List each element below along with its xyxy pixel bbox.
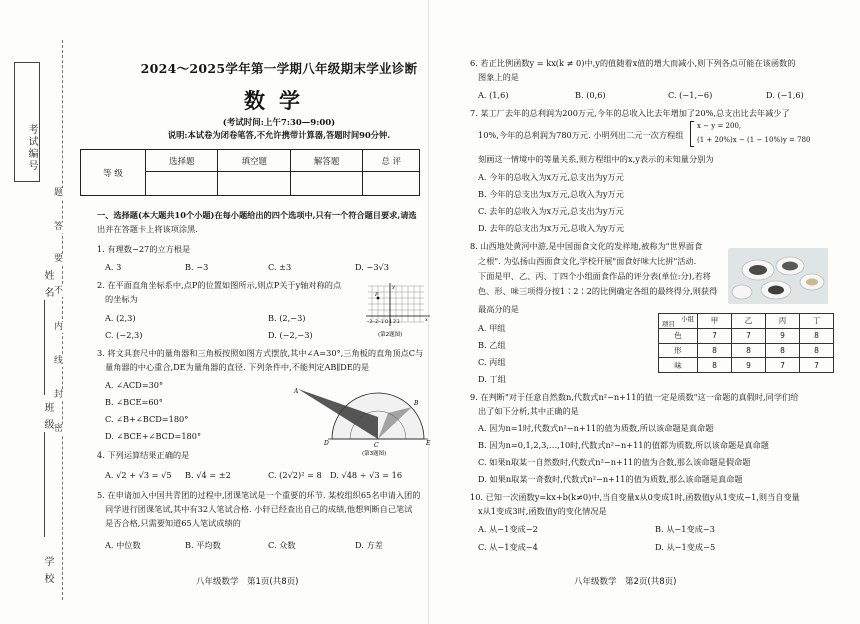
score-value: 9 xyxy=(732,358,766,373)
score-col-header: 总 评 xyxy=(363,150,420,172)
q9-stem: 9. 在判断"对于任意自然数n,代数式n²−n+11的值一定是质数"这一命题的真假时,同学们给 xyxy=(470,392,799,402)
score-row-label: 等 级 xyxy=(81,150,146,196)
q5-option-d[interactable]: D. 方差 xyxy=(355,540,383,550)
q1-stem: 1. 有理数−27的立方根是 xyxy=(97,244,191,254)
q2-option-d[interactable]: D. (−2,−3) xyxy=(268,330,313,340)
score-col-header: 选择题 xyxy=(146,150,218,172)
item-label: 形 xyxy=(659,343,698,358)
name-label: 姓 名 xyxy=(42,270,53,300)
q10-option-a[interactable]: A. 从−1变成−2 xyxy=(478,524,538,534)
q4-option-b[interactable]: B. √4 = ±2 xyxy=(185,470,231,480)
seal-char: 封 xyxy=(54,390,64,400)
exam-note: 说明:本试卷为闭卷笔答,不允许携带计算器,答题时间90分钟. xyxy=(167,130,391,140)
q10-option-d[interactable]: D. 从−1变成−5 xyxy=(655,542,716,552)
section-heading-cont: 出并在答题卡上将该项涂黑. xyxy=(97,224,198,234)
q8-score-table xyxy=(658,313,834,373)
q8-stem-cont: 之根". 为弘扬山西面食文化,学校开展"面食好味大比拼"活动. xyxy=(478,256,697,266)
seal-dashed-line xyxy=(62,40,63,600)
svg-text:y: y xyxy=(392,284,395,290)
score-value: 8 xyxy=(732,343,766,358)
score-value: 8 xyxy=(766,343,800,358)
q10-stem-cont: x从1变成3时,函数值y的变化情况是 xyxy=(478,506,607,516)
q5-stem: 5. 在申请加入中国共青团的过程中,团课笔试是一个重要的环节. 某校组织65名申请入团的 xyxy=(97,490,421,500)
q2-option-c[interactable]: C. (−2,3) xyxy=(105,330,143,340)
table-corner-top: 小组 xyxy=(681,315,694,323)
q5-stem-cont2: 是否合格,只需要知道65人笔试成绩的 xyxy=(105,518,241,528)
q5-option-b[interactable]: B. 平均数 xyxy=(185,540,221,550)
q5-stem-cont: 同学进行团课笔试,其中有32人笔试合格. 小轩已经查出自己的成绩,他想判断自己笔试 xyxy=(105,504,413,514)
score-value: 8 xyxy=(800,343,834,358)
q9-option-a[interactable]: A. 因为n=1时,代数式n²−n+11的值为质数,所以该命题是真命题 xyxy=(478,423,714,433)
score-col-header: 解答题 xyxy=(290,150,362,172)
q6-stem: 6. 若正比例函数y = kx(k ≠ 0)中,y的值随着x值的增大而减小,则下列各点可能在该函数的 xyxy=(470,58,796,68)
seal-char: 答 xyxy=(54,222,64,232)
seal-char: 题 xyxy=(54,188,64,198)
q4-option-a[interactable]: A. √2 + √3 = √5 xyxy=(105,470,172,480)
svg-text:B: B xyxy=(414,400,419,407)
q7-option-b[interactable]: B. 今年的总支出为x万元,总收入为y万元 xyxy=(478,189,624,199)
q7-equation-2: (1 + 20%)x − (1 − 10%)y = 780 xyxy=(697,136,811,144)
q7-stem-cont: 10%,今年的总利润为780万元. 小明列出二元一次方程组 xyxy=(478,130,684,140)
score-value: 8 xyxy=(698,358,732,373)
score-value: 7 xyxy=(732,328,766,343)
score-cell[interactable] xyxy=(218,172,290,196)
svg-text:C: C xyxy=(374,442,379,449)
name-line xyxy=(44,300,45,395)
class-label: 班 级 xyxy=(42,402,53,432)
q3-option-b[interactable]: B. ∠BCE=60° xyxy=(105,397,163,407)
score-value: 7 xyxy=(800,358,834,373)
seal-char: 内 xyxy=(54,322,64,332)
q7-stem-cont2: 刻画这一情境中的等量关系,则方程组中的x,y表示的未知量分别为 xyxy=(478,154,714,164)
q7-stem: 7. 某工厂去年的总利润为200万元,今年的总收入比去年增加了20%,总支出比去年减少了 xyxy=(470,108,790,118)
score-value: 7 xyxy=(698,328,732,343)
q10-option-c[interactable]: C. 从−1变成−4 xyxy=(478,542,538,552)
score-value: 7 xyxy=(766,358,800,373)
q8-stem-cont2: 下面是甲、乙、丙、丁四个小组面食作品的评分表(单位:分),若将 xyxy=(478,271,711,281)
q2-figure-caption: (第2题图) xyxy=(378,332,403,338)
q1-option-c[interactable]: C. ±3 xyxy=(268,262,292,272)
q6-option-c[interactable]: C. (−1,−6) xyxy=(668,90,713,100)
exam-time: (考试时间:上午7:30—9:00) xyxy=(222,118,336,128)
item-label: 色 xyxy=(659,328,698,343)
school-label: 学 校 xyxy=(42,556,53,586)
seal-char: 要 xyxy=(54,254,64,264)
noodle-dishes-photo xyxy=(728,248,828,304)
q9-option-b[interactable]: B. 因为n=0,1,2,3,…,10时,代数式n²−n+11的值都为质数,所以该命题是真命题 xyxy=(478,440,769,450)
q8-option-a[interactable]: A. 甲组 xyxy=(478,323,506,333)
q5-option-c[interactable]: C. 众数 xyxy=(268,540,296,550)
group-header: 丁 xyxy=(800,314,834,329)
score-cell[interactable] xyxy=(363,172,420,196)
seal-char: 密 xyxy=(54,424,64,434)
class-line xyxy=(44,432,45,537)
subject-title: 数学 xyxy=(244,89,314,113)
q8-stem-cont3: 色、形、味三项得分按1∶2∶2的比例确定各组的最终得分,则获得 xyxy=(478,286,718,296)
q8-stem-cont4: 最高分的是 xyxy=(478,304,519,314)
svg-text:P: P xyxy=(375,292,379,298)
q6-option-b[interactable]: B. (0,6) xyxy=(575,90,606,100)
score-table xyxy=(80,149,420,196)
q2-option-b[interactable]: B. (2,−3) xyxy=(268,313,306,323)
footer-page-2: 八年级数学 第2页(共8页) xyxy=(574,577,677,587)
q7-equation-1: x − y = 200, xyxy=(697,122,742,130)
group-header: 乙 xyxy=(732,314,766,329)
q3-stem: 3. 将文具套尺中的量角器和三角板按照如图方式摆放,其中∠A=30°,三角板的直角顶点C与 xyxy=(97,348,424,358)
q1-option-b[interactable]: B. −3 xyxy=(185,262,209,272)
q1-option-d[interactable]: D. −3√3 xyxy=(355,262,389,272)
group-header: 甲 xyxy=(698,314,732,329)
score-value: 9 xyxy=(766,328,800,343)
q4-option-d[interactable]: D. √48 ÷ √3 = 16 xyxy=(330,470,403,480)
svg-text:D: D xyxy=(324,440,329,447)
q9-stem-cont: 出了如下分析,其中正确的是 xyxy=(478,406,579,416)
score-cell[interactable] xyxy=(290,172,362,196)
q7-option-c[interactable]: C. 去年的总收入为x万元,总支出为y万元 xyxy=(478,206,624,216)
seal-char: 不 xyxy=(54,286,64,296)
group-header: 丙 xyxy=(766,314,800,329)
q6-option-d[interactable]: D. (−1,6) xyxy=(766,90,804,100)
q3-protractor-figure xyxy=(292,383,432,457)
q2-coordinate-figure xyxy=(362,282,434,342)
svg-text:E: E xyxy=(426,440,431,447)
q3-stem-cont: 量角器的中心重合,DE为量角器的直径. 下列条件中,不能判定AB∥DE的是 xyxy=(105,362,370,372)
q10-stem: 10. 已知一次函数y=kx+b(k≠0)中,当自变量x从0变成1时,函数值y从1变成−1,则当自变量 xyxy=(470,492,800,502)
q7-option-d[interactable]: D. 去年的总支出为x万元,总收入为y万元 xyxy=(478,223,625,233)
svg-text:x: x xyxy=(425,317,428,323)
q3-figure-caption: (第3题图) xyxy=(362,451,387,457)
q8-option-d[interactable]: D. 丁组 xyxy=(478,374,506,384)
q2-stem-cont: 的坐标为 xyxy=(105,294,138,304)
q7-option-a[interactable]: A. 今年的总收入为x万元,总支出为y万元 xyxy=(478,172,624,182)
exam-number-label: 考试编号 xyxy=(26,124,37,172)
svg-text:A: A xyxy=(294,388,299,395)
seal-char: 线 xyxy=(54,356,64,366)
q4-stem: 4. 下列运算结果正确的是 xyxy=(97,450,190,460)
q7-brace xyxy=(690,121,694,147)
q5-option-a[interactable]: A. 中位数 xyxy=(105,540,141,550)
q4-option-c[interactable]: C. (2√2)² = 8 xyxy=(268,470,322,480)
q3-option-c[interactable]: C. ∠B+∠BCD=180° xyxy=(105,414,189,424)
score-col-header: 填空题 xyxy=(218,150,290,172)
q10-option-b[interactable]: B. 从−1变成−3 xyxy=(655,524,715,534)
q3-option-d[interactable]: D. ∠BCE+∠BCD=180° xyxy=(105,431,202,441)
q6-stem-cont: 图象上的是 xyxy=(478,72,519,82)
svg-text:−3−2−1 O 1 2 3: −3−2−1 O 1 2 3 xyxy=(366,319,400,324)
q2-stem: 2. 在平面直角坐标系中,点P的位置如图所示,则点P关于y轴对称的点 xyxy=(97,280,342,290)
score-cell[interactable] xyxy=(146,172,218,196)
table-corner-bottom: 项目 xyxy=(662,319,675,328)
q2-option-a[interactable]: A. (2,3) xyxy=(105,313,136,323)
q3-option-a[interactable]: A. ∠ACD=30° xyxy=(105,380,164,390)
score-value: 8 xyxy=(800,328,834,343)
binding-strip xyxy=(0,0,92,624)
section-heading: 一、选择题(本大题共10个小题)在每小题给出的四个选项中,只有一个符合题目要求,请选 xyxy=(97,210,417,220)
q6-option-a[interactable]: A. (1,6) xyxy=(478,90,509,100)
score-value: 8 xyxy=(698,343,732,358)
item-label: 味 xyxy=(659,358,698,373)
q1-option-a[interactable]: A. 3 xyxy=(105,262,122,272)
q9-option-d[interactable]: D. 如果n取某一奇数时,代数式n²−n+11的值为质数,那么该命题是真命题 xyxy=(478,474,743,484)
q8-stem: 8. 山西地处黄河中游,是中国面食文化的发祥地,被称为"世界面食 xyxy=(470,241,703,251)
footer-page-1: 八年级数学 第1页(共8页) xyxy=(196,577,299,587)
q9-option-c[interactable]: C. 如果n取某一自然数时,代数式n²−n+11的值为合数,那么该命题是假命题 xyxy=(478,457,751,467)
q8-option-c[interactable]: C. 丙组 xyxy=(478,357,506,367)
q8-option-b[interactable]: B. 乙组 xyxy=(478,340,506,350)
exam-title: 2024～2025学年第一学期八年级期末学业诊断 xyxy=(140,61,418,76)
